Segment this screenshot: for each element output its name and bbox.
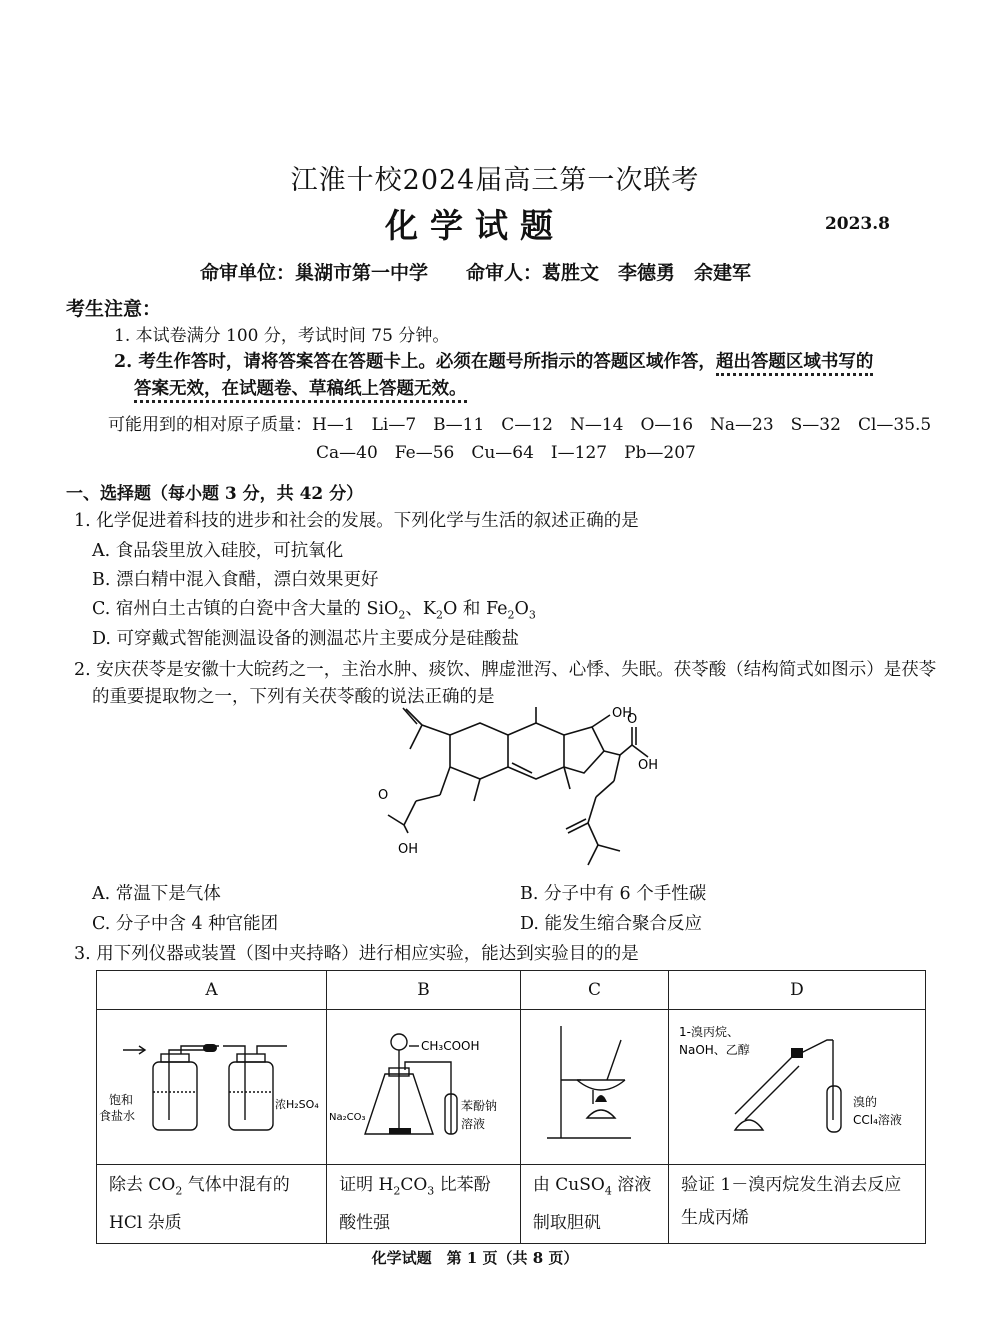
q2-option-d: D. 能发生缩合聚合反应 bbox=[520, 914, 703, 934]
label-bromine: 溴的 bbox=[853, 1095, 878, 1109]
atomic-mass-line-2: Ca—40 Fe—56 Cu—64 I—127 Pb—207 bbox=[316, 443, 696, 463]
col-header-b: B bbox=[327, 971, 521, 1010]
apparatus-d bbox=[669, 1010, 926, 1165]
purpose-d-line1: 验证 1－溴丙烷发生消去反应 bbox=[681, 1175, 902, 1195]
notice-item-2-cont bbox=[134, 375, 467, 400]
purpose-a bbox=[97, 1165, 327, 1244]
q2-stem-line2: 的重要提取物之一，下列有关茯苓酸的说法正确的是 bbox=[92, 687, 495, 707]
purpose-b-t1: 证明 H bbox=[339, 1175, 394, 1195]
col-header-c: C bbox=[520, 971, 668, 1010]
label-ccl4: CCl₄溶液 bbox=[853, 1113, 902, 1127]
notice-item-2-text: 2. 考生作答时，请将答案答在答题卡上。必须在题号所指示的答题区域作答， bbox=[114, 352, 716, 372]
purpose-b bbox=[327, 1165, 521, 1244]
q1-option-c-text2: 、K bbox=[405, 599, 436, 619]
purpose-d bbox=[669, 1165, 926, 1244]
purpose-b-t3: 比苯酚 bbox=[434, 1175, 491, 1195]
purpose-c-t1: 由 CuSO bbox=[532, 1175, 605, 1195]
authors-line: 命审单位：巢湖市第一中学 命审人：葛胜文 李德勇 余建军 bbox=[200, 262, 752, 284]
purpose-a-t1: 除去 CO bbox=[109, 1175, 176, 1195]
exam-title: 江淮十校2024届高三第一次联考 bbox=[290, 165, 700, 196]
purpose-a-line2: HCl 杂质 bbox=[109, 1213, 182, 1234]
label-phenolate-1: 苯酚钠 bbox=[461, 1099, 498, 1113]
purpose-c bbox=[520, 1165, 668, 1244]
notice-item-1: 1. 本试卷满分 100 分，考试时间 75 分钟。 bbox=[114, 326, 450, 346]
q3-experiment-table bbox=[96, 970, 926, 1244]
page-footer: 化学试题 第 1 页（共 8 页） bbox=[371, 1249, 579, 1267]
carbonyl-o2-label: O bbox=[627, 712, 638, 727]
apparatus-a bbox=[97, 1010, 327, 1165]
label-na2co3: Na₂CO₃ bbox=[329, 1112, 366, 1123]
elimination-reaction-figure bbox=[669, 1010, 925, 1160]
label-bromopropane: 1-溴丙烷、 bbox=[679, 1025, 739, 1039]
purpose-c-t2: 溶液 bbox=[611, 1175, 652, 1195]
apparatus-c bbox=[520, 1010, 668, 1165]
label-brine-1: 饱和 bbox=[109, 1093, 134, 1107]
label-brine-2: 食盐水 bbox=[99, 1109, 136, 1123]
acid-oh2-label: OH bbox=[638, 758, 659, 773]
q2-stem-line1: 2. 安庆茯苓是安徽十大皖药之一，主治水肿、痰饮、脾虚泄泻、心悸、失眠。茯苓酸（结构简式如图示）是茯苓 bbox=[74, 660, 937, 680]
col-header-d: D bbox=[669, 971, 926, 1010]
q3-stem: 3. 用下列仪器或装置（图中夹持略）进行相应实验，能达到实验目的的是 bbox=[74, 944, 639, 964]
gas-wash-bottles-figure bbox=[97, 1010, 325, 1160]
acid-oh-label: OH bbox=[398, 842, 419, 857]
atomic-mass-line-1: 可能用到的相对原子质量：H—1 Li—7 B—11 C—12 N—14 O—16 Na—23 S—32 Cl—35.5 bbox=[108, 415, 932, 435]
pachymic-acid-structure bbox=[370, 705, 659, 875]
q1-option-a: A. 食品袋里放入硅胶，可抗氧化 bbox=[92, 541, 344, 561]
notice-item-2-emph2: 答案无效，在试题卷、草稿纸上答题无效。 bbox=[134, 379, 467, 403]
q1-option-b: B. 漂白精中混入食醋，漂白效果更好 bbox=[92, 570, 379, 590]
exam-date: 2023.8 bbox=[824, 214, 890, 234]
purpose-b-line2: 酸性强 bbox=[339, 1213, 391, 1234]
purpose-c-line2: 制取胆矾 bbox=[532, 1213, 601, 1234]
subject-title: 化学试题 bbox=[385, 206, 565, 245]
section-heading: 一、选择题（每小题 3 分，共 42 分） bbox=[66, 484, 364, 504]
q2-option-b: B. 分子中有 6 个手性碳 bbox=[520, 884, 707, 904]
notice-item-2-emph: 超出答题区域书写的 bbox=[716, 352, 874, 376]
purpose-b-t2: CO bbox=[400, 1175, 428, 1195]
purpose-b-line1: 证明 $H_2CO_3$ 比苯酚 bbox=[339, 1175, 491, 1198]
apparatus-b bbox=[327, 1010, 521, 1165]
carbonyl-o-label: O bbox=[378, 788, 389, 803]
label-naoh-ethanol: NaOH、乙醇 bbox=[679, 1043, 750, 1057]
q1-option-c: C. 宿州白土古镇的白瓷中含大量的 SiO$_2$、$K_2O$ 和 $Fe_2O_3$ bbox=[92, 599, 536, 622]
purpose-d-line2: 生成丙烯 bbox=[681, 1208, 749, 1228]
q1-option-c-text: C. 宿州白土古镇的白瓷中含大量的 SiO bbox=[92, 599, 399, 619]
q1-option-d: D. 可穿戴式智能测温设备的测温芯片主要成分是硅酸盐 bbox=[92, 629, 520, 649]
notice-item-2 bbox=[114, 348, 873, 373]
q1-stem: 1. 化学促进着科技的进步和社会的发展。下列化学与生活的叙述正确的是 bbox=[74, 511, 639, 531]
ring-oh-label: OH bbox=[612, 706, 633, 721]
q2-option-a: A. 常温下是气体 bbox=[92, 884, 221, 904]
purpose-a-line1: 除去 $CO_2$ 气体中混有的 bbox=[109, 1175, 290, 1198]
flask-funnel-figure bbox=[327, 1010, 519, 1160]
q1-option-c-text3: O 和 Fe bbox=[442, 599, 508, 619]
col-header-a: A bbox=[97, 971, 327, 1010]
notice-heading: 考生注意： bbox=[66, 298, 162, 320]
label-h2so4: 浓H₂SO₄ bbox=[275, 1098, 319, 1111]
q2-option-c: C. 分子中含 4 种官能团 bbox=[92, 914, 279, 934]
label-acetic-acid: CH₃COOH bbox=[421, 1039, 480, 1053]
purpose-c-line1: 由 CuSO$_4$ 溶液 bbox=[532, 1175, 652, 1198]
label-phenolate-2: 溶液 bbox=[461, 1117, 486, 1131]
purpose-a-t2: 气体中混有的 bbox=[182, 1175, 290, 1195]
evaporating-dish-figure bbox=[521, 1010, 667, 1160]
